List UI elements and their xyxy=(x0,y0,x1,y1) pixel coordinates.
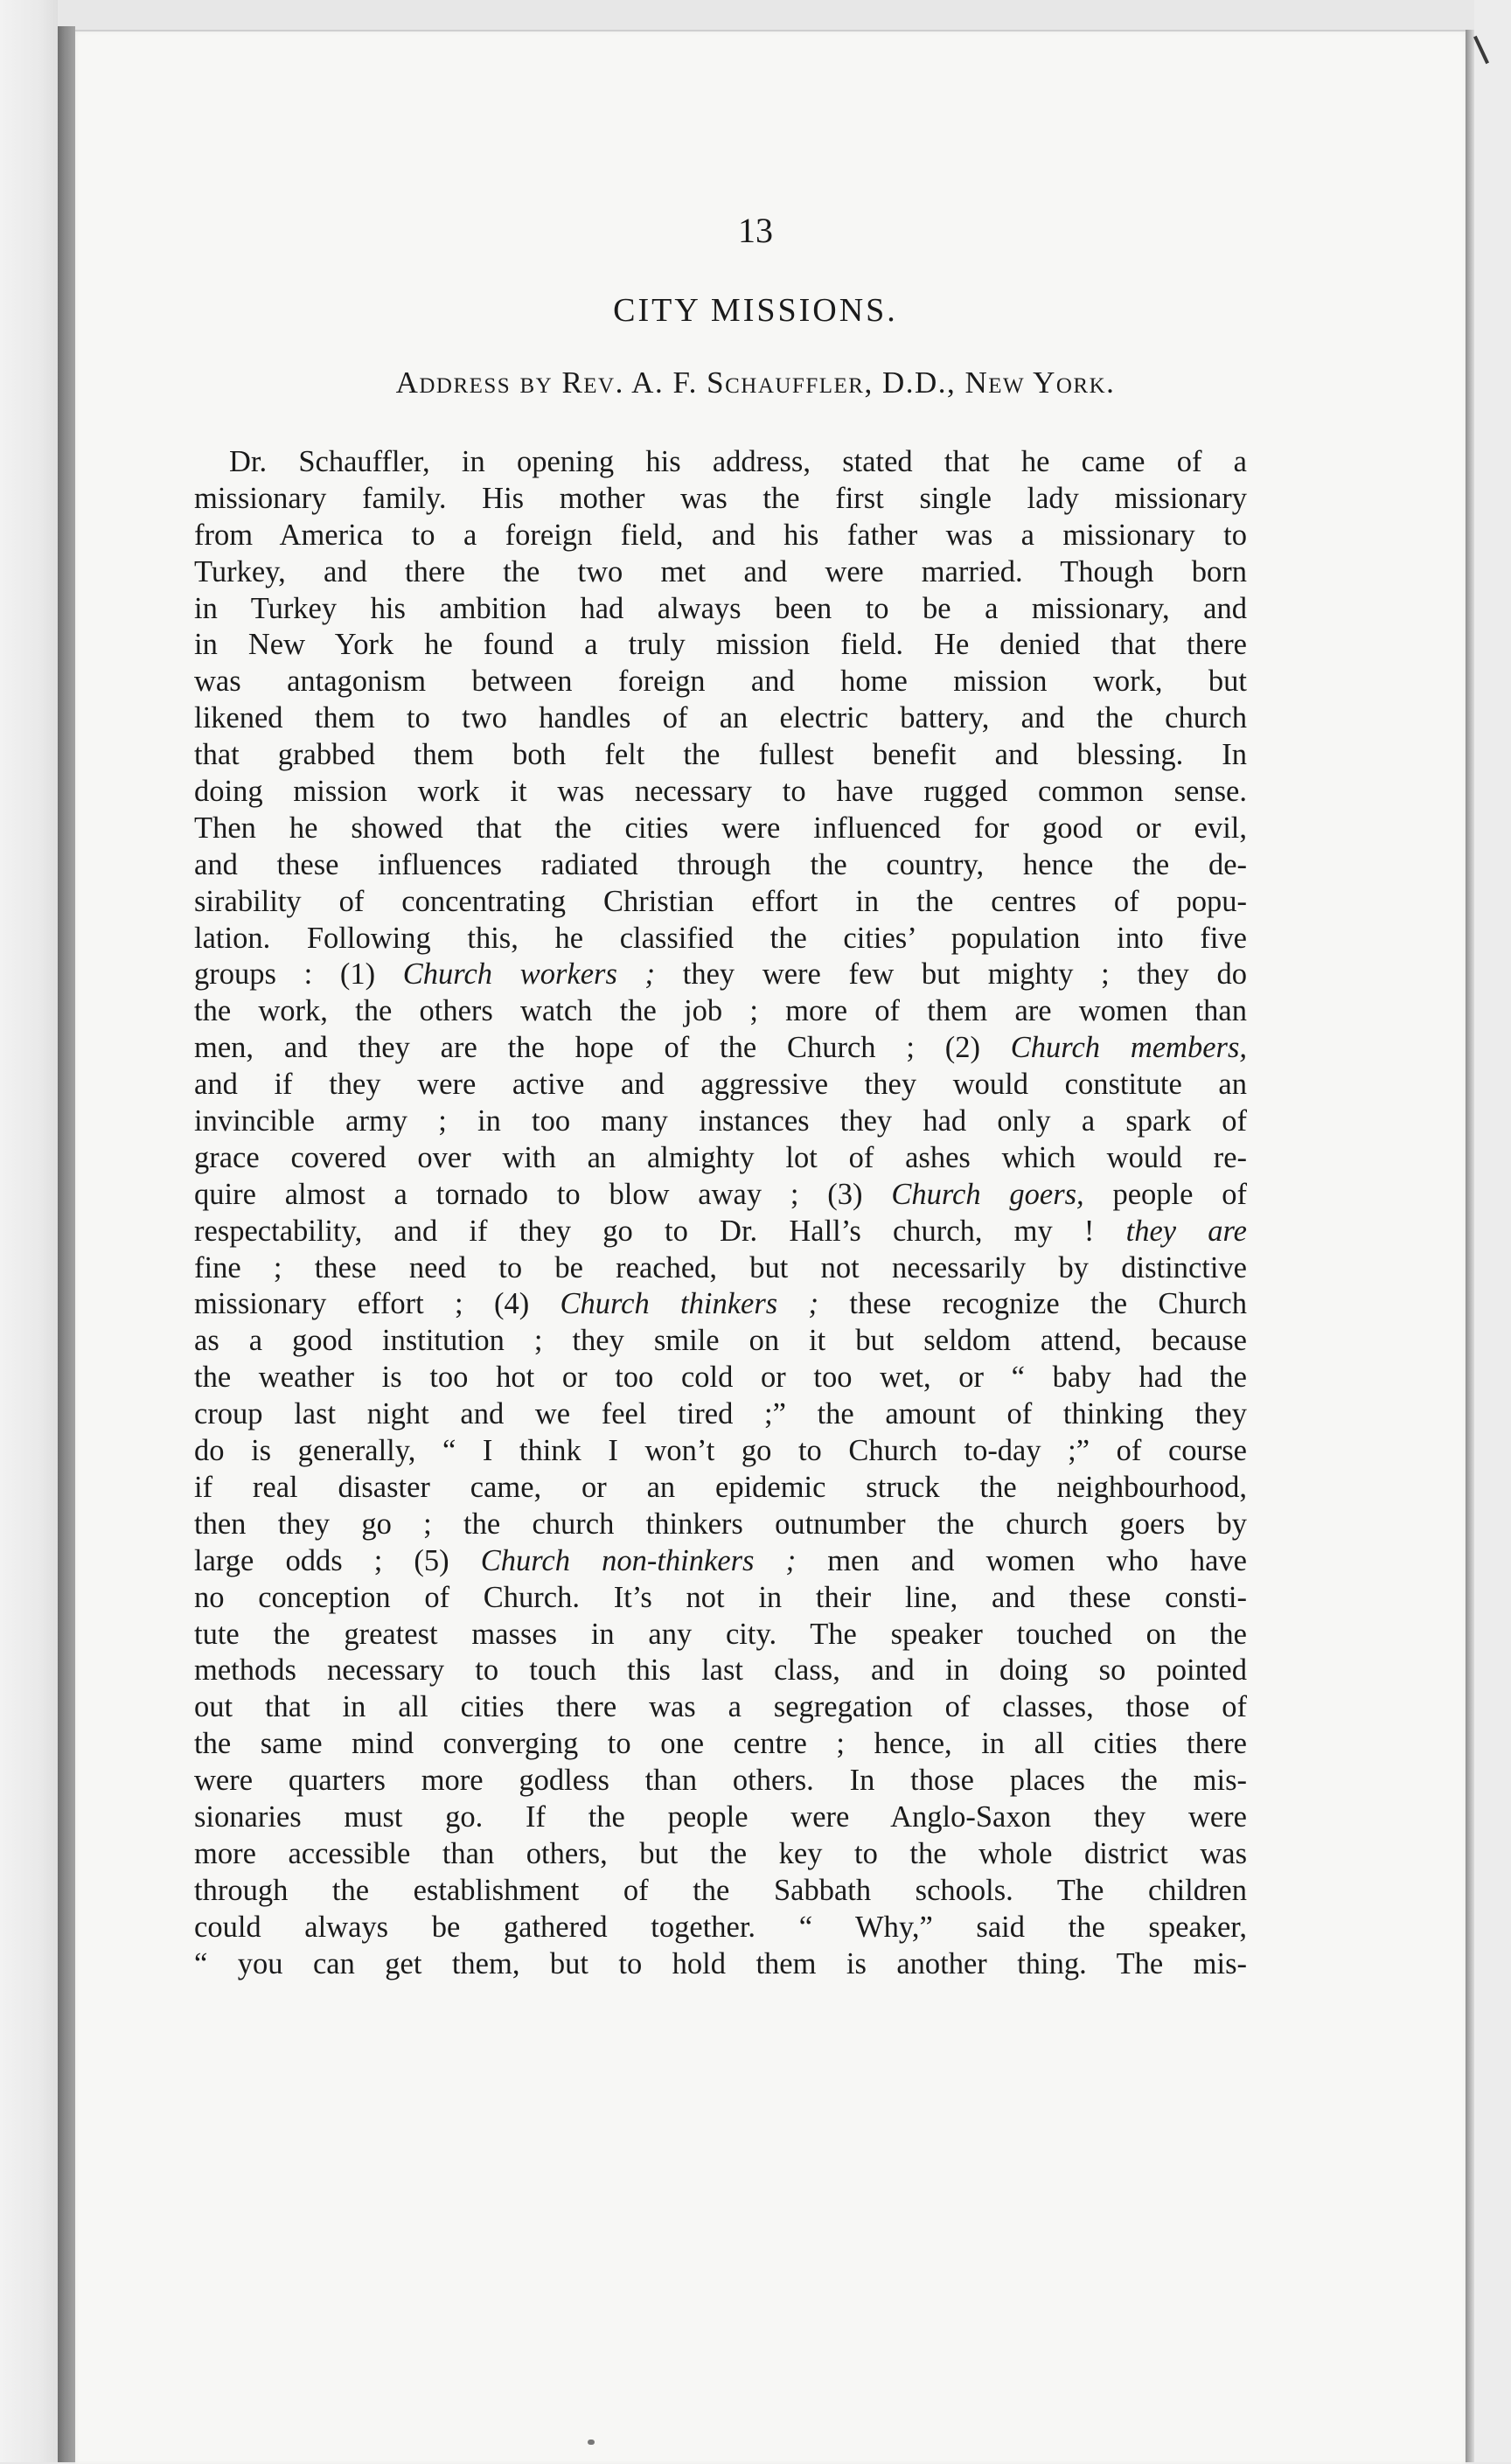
text-run: lation. Following this, he classified the cities’ population into five xyxy=(194,921,1247,955)
text-run: “ you can get them, but to hold them is another thing. The mis- xyxy=(194,1946,1247,1980)
text-run: in New York he found a truly mission field. He denied that there xyxy=(194,628,1247,662)
text-line xyxy=(194,1323,1247,1360)
text-run: were quarters more godless than others. In those places the mis- xyxy=(194,1764,1247,1798)
text-line xyxy=(194,847,1247,884)
text-line xyxy=(194,1836,1247,1873)
text-run: quire almost a tornado to blow away ; (3) xyxy=(194,1177,892,1211)
text-line xyxy=(194,737,1247,774)
italic-phrase: Church goers, xyxy=(891,1177,1084,1211)
text-line xyxy=(194,957,1247,993)
text-run: do is generally, “ I think I won’t go to Church to-day ;” of course xyxy=(194,1434,1247,1468)
text-line xyxy=(194,993,1247,1030)
text-run: no conception of Church. It’s not in their line, and these consti- xyxy=(194,1580,1247,1614)
text-line xyxy=(194,1177,1247,1214)
text-run: the weather is too hot or too cold or too wet, or “ baby had the xyxy=(194,1361,1247,1395)
text-run: in Turkey his ambition had always been to be a missionary, and xyxy=(194,591,1247,625)
text-line xyxy=(194,554,1247,591)
text-line xyxy=(194,1140,1247,1177)
text-run: methods necessary to touch this last class, and in doing so pointed xyxy=(194,1653,1247,1688)
text-line xyxy=(194,1433,1247,1470)
text-run: more accessible than others, but the key to the whole district was xyxy=(194,1836,1247,1870)
text-run: croup last night and we feel tired ;” the amount of thinking they xyxy=(194,1397,1247,1431)
text-line xyxy=(194,591,1247,628)
text-run: and these influences radiated through the country, hence the de- xyxy=(194,847,1247,881)
text-line xyxy=(194,1030,1247,1067)
text-line xyxy=(194,1286,1247,1323)
text-line xyxy=(194,627,1247,664)
text-run: likened them to two handles of an electric battery, and the church xyxy=(194,701,1247,735)
text-run: they were few but mighty ; they do xyxy=(655,957,1248,992)
text-run: respectability, and if they go to Dr. Hall’s church, my ! xyxy=(194,1214,1126,1248)
text-line xyxy=(194,1507,1247,1543)
text-line xyxy=(194,1873,1247,1910)
text-line xyxy=(194,1910,1247,1946)
text-run: men, and they are the hope of the Church ; (2) xyxy=(194,1031,1011,1065)
text-run: fine ; these need to be reached, but not necessarily by distinctive xyxy=(194,1250,1247,1284)
text-line xyxy=(194,1250,1247,1287)
text-run: from America to a foreign field, and his father was a missionary to xyxy=(194,518,1247,552)
text-run: sionaries must go. If the people were Anglo-Saxon they were xyxy=(194,1799,1247,1834)
text-run: Turkey, and there the two met and were married. Though born xyxy=(194,554,1247,588)
body-paragraph xyxy=(194,444,1247,1982)
text-run: Then he showed that the cities were influenced for good or evil, xyxy=(194,811,1247,845)
text-run: grace covered over with an almighty lot of ashes which would re- xyxy=(194,1140,1247,1174)
text-line xyxy=(194,1396,1247,1433)
text-run: that grabbed them both felt the fullest benefit and blessing. In xyxy=(194,738,1247,772)
text-line xyxy=(194,884,1247,921)
italic-phrase: they are xyxy=(1125,1214,1247,1248)
text-line xyxy=(194,1689,1247,1726)
text-line xyxy=(194,664,1247,700)
italic-phrase: Church non-thinkers ; xyxy=(480,1543,797,1577)
text-line xyxy=(194,1726,1247,1763)
text-line xyxy=(194,1067,1247,1103)
text-run: could always be gathered together. “ Why,” said the speaker, xyxy=(194,1910,1247,1944)
text-run: missionary family. His mother was the first single lady missionary xyxy=(194,481,1247,515)
text-run: groups : (1) xyxy=(194,957,403,992)
text-line xyxy=(194,1617,1247,1653)
text-run: through the establishment of the Sabbath schools. The children xyxy=(194,1873,1247,1907)
text-run: as a good institution ; they smile on it but seldom attend, because xyxy=(194,1324,1247,1358)
text-run: large odds ; (5) xyxy=(194,1543,481,1577)
italic-phrase: Church thinkers ; xyxy=(560,1287,819,1321)
text-run: out that in all cities there was a segregation of classes, those of xyxy=(194,1690,1247,1724)
text-line xyxy=(194,1763,1247,1799)
text-run: then they go ; the church thinkers outnumber the church goers by xyxy=(194,1507,1247,1541)
text-line xyxy=(194,518,1247,554)
text-line xyxy=(194,774,1247,811)
text-line xyxy=(194,481,1247,518)
text-run: men and women who have xyxy=(796,1543,1247,1577)
text-run: these recognize the Church xyxy=(818,1287,1247,1321)
text-run: Dr. Schauffler, in opening his address, stated that he came of a xyxy=(229,445,1247,478)
text-run: people of xyxy=(1083,1177,1247,1211)
text-run: sirability of concentrating Christian effort in the centres of popu- xyxy=(194,884,1247,918)
section-title: CITY MISSIONS. xyxy=(613,292,898,329)
italic-phrase: Church members, xyxy=(1010,1031,1247,1065)
text-line xyxy=(194,444,1247,481)
address-byline: Address by Rev. A. F. Schauffler, D.D., New York. xyxy=(395,365,1116,400)
text-run: if real disaster came, or an epidemic struck the neighbourhood, xyxy=(194,1470,1247,1504)
text-line xyxy=(194,1103,1247,1140)
text-line xyxy=(194,921,1247,957)
text-line xyxy=(194,700,1247,737)
text-run: tute the greatest masses in any city. The speaker touched on the xyxy=(194,1617,1247,1651)
text-run: invincible army ; in too many instances they had only a spark of xyxy=(194,1104,1247,1138)
text-run: was antagonism between foreign and home mission work, but xyxy=(194,665,1247,699)
text-run: the work, the others watch the job ; more of them are women than xyxy=(194,994,1247,1028)
text-line xyxy=(194,1580,1247,1617)
text-line xyxy=(194,1470,1247,1507)
text-run: the same mind converging to one centre ; hence, in all cities there xyxy=(194,1727,1247,1761)
page-number: 13 xyxy=(738,211,773,250)
text-run: doing mission work it was necessary to have rugged common sense. xyxy=(194,775,1247,809)
text-line xyxy=(194,1946,1247,1983)
text-line xyxy=(194,1653,1247,1689)
italic-phrase: Church workers ; xyxy=(402,957,656,992)
text-run: and if they were active and aggressive they would constitute an xyxy=(194,1068,1247,1102)
text-line xyxy=(194,1360,1247,1396)
text-run: missionary effort ; (4) xyxy=(194,1287,561,1321)
text-line xyxy=(194,811,1247,847)
text-line xyxy=(194,1799,1247,1836)
text-line xyxy=(194,1543,1247,1580)
scan-speck xyxy=(588,2440,595,2445)
text-line xyxy=(194,1214,1247,1250)
